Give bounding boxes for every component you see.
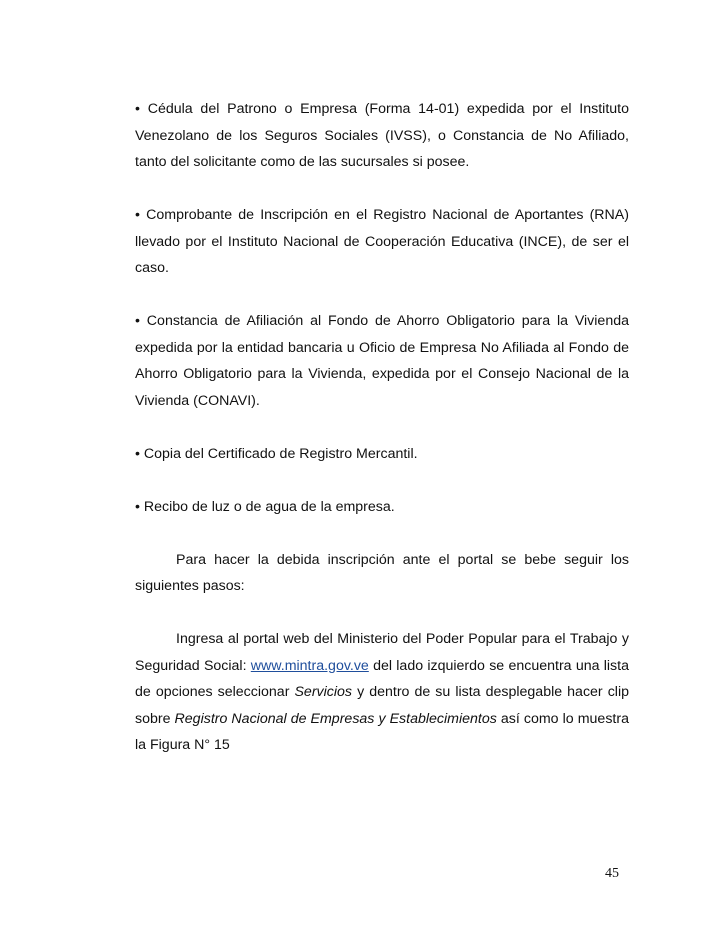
page-content: [135, 96, 629, 759]
registro-nacional-italic: Registro Nacional de Empresas y Establecimientos: [174, 710, 497, 727]
page-number: 45: [605, 866, 619, 881]
portal-text-part1: Ingresa al portal web del Ministerio del Poder Popular para el Trabajo y Seguridad Social:: [135, 631, 629, 674]
bullet-item-cedula: • Cédula del Patrono o Empresa (Forma 14-01) expedida por el Instituto Venezolano de los Seguros Sociales (IVSS), o Constancia de No Afiliado, tanto del solicitante como de las sucursales si posee.: [135, 101, 629, 170]
bullet-item-registro-mercantil: • Copia del Certificado de Registro Mercantil.: [135, 445, 418, 462]
bullet-item-vivienda: • Constancia de Afiliación al Fondo de Ahorro Obligatorio para la Vivienda expedida por la entidad bancaria u Oficio de Empresa No Afiliada al Fondo de Ahorro Obligatorio para la Vivienda, expedida por el Consejo Nacional de la Vivienda (CONAVI).: [135, 313, 629, 409]
portal-text-part2: del lado izquierdo se encuentra una lista de opciones seleccionar: [135, 657, 629, 700]
portal-text-part3: y dentro de su lista desplegable hacer clip sobre: [135, 684, 629, 727]
bullet-item-rna: • Comprobante de Inscripción en el Registro Nacional de Aportantes (RNA) llevado por el Instituto Nacional de Cooperación Educativa (INCE), de ser el caso.: [135, 207, 629, 276]
bullet-item-recibo: • Recibo de luz o de agua de la empresa.: [135, 498, 395, 515]
portal-text-part4: así como lo muestra la Figura N° 15: [135, 710, 629, 753]
servicios-italic: Servicios: [294, 684, 353, 700]
mintra-link[interactable]: www.mintra.gov.ve: [250, 657, 369, 674]
paragraph-steps-intro: Para hacer la debida inscripción ante el portal se bebe seguir los siguientes pasos:: [135, 551, 629, 594]
paragraph-portal-instructions: [135, 626, 629, 759]
